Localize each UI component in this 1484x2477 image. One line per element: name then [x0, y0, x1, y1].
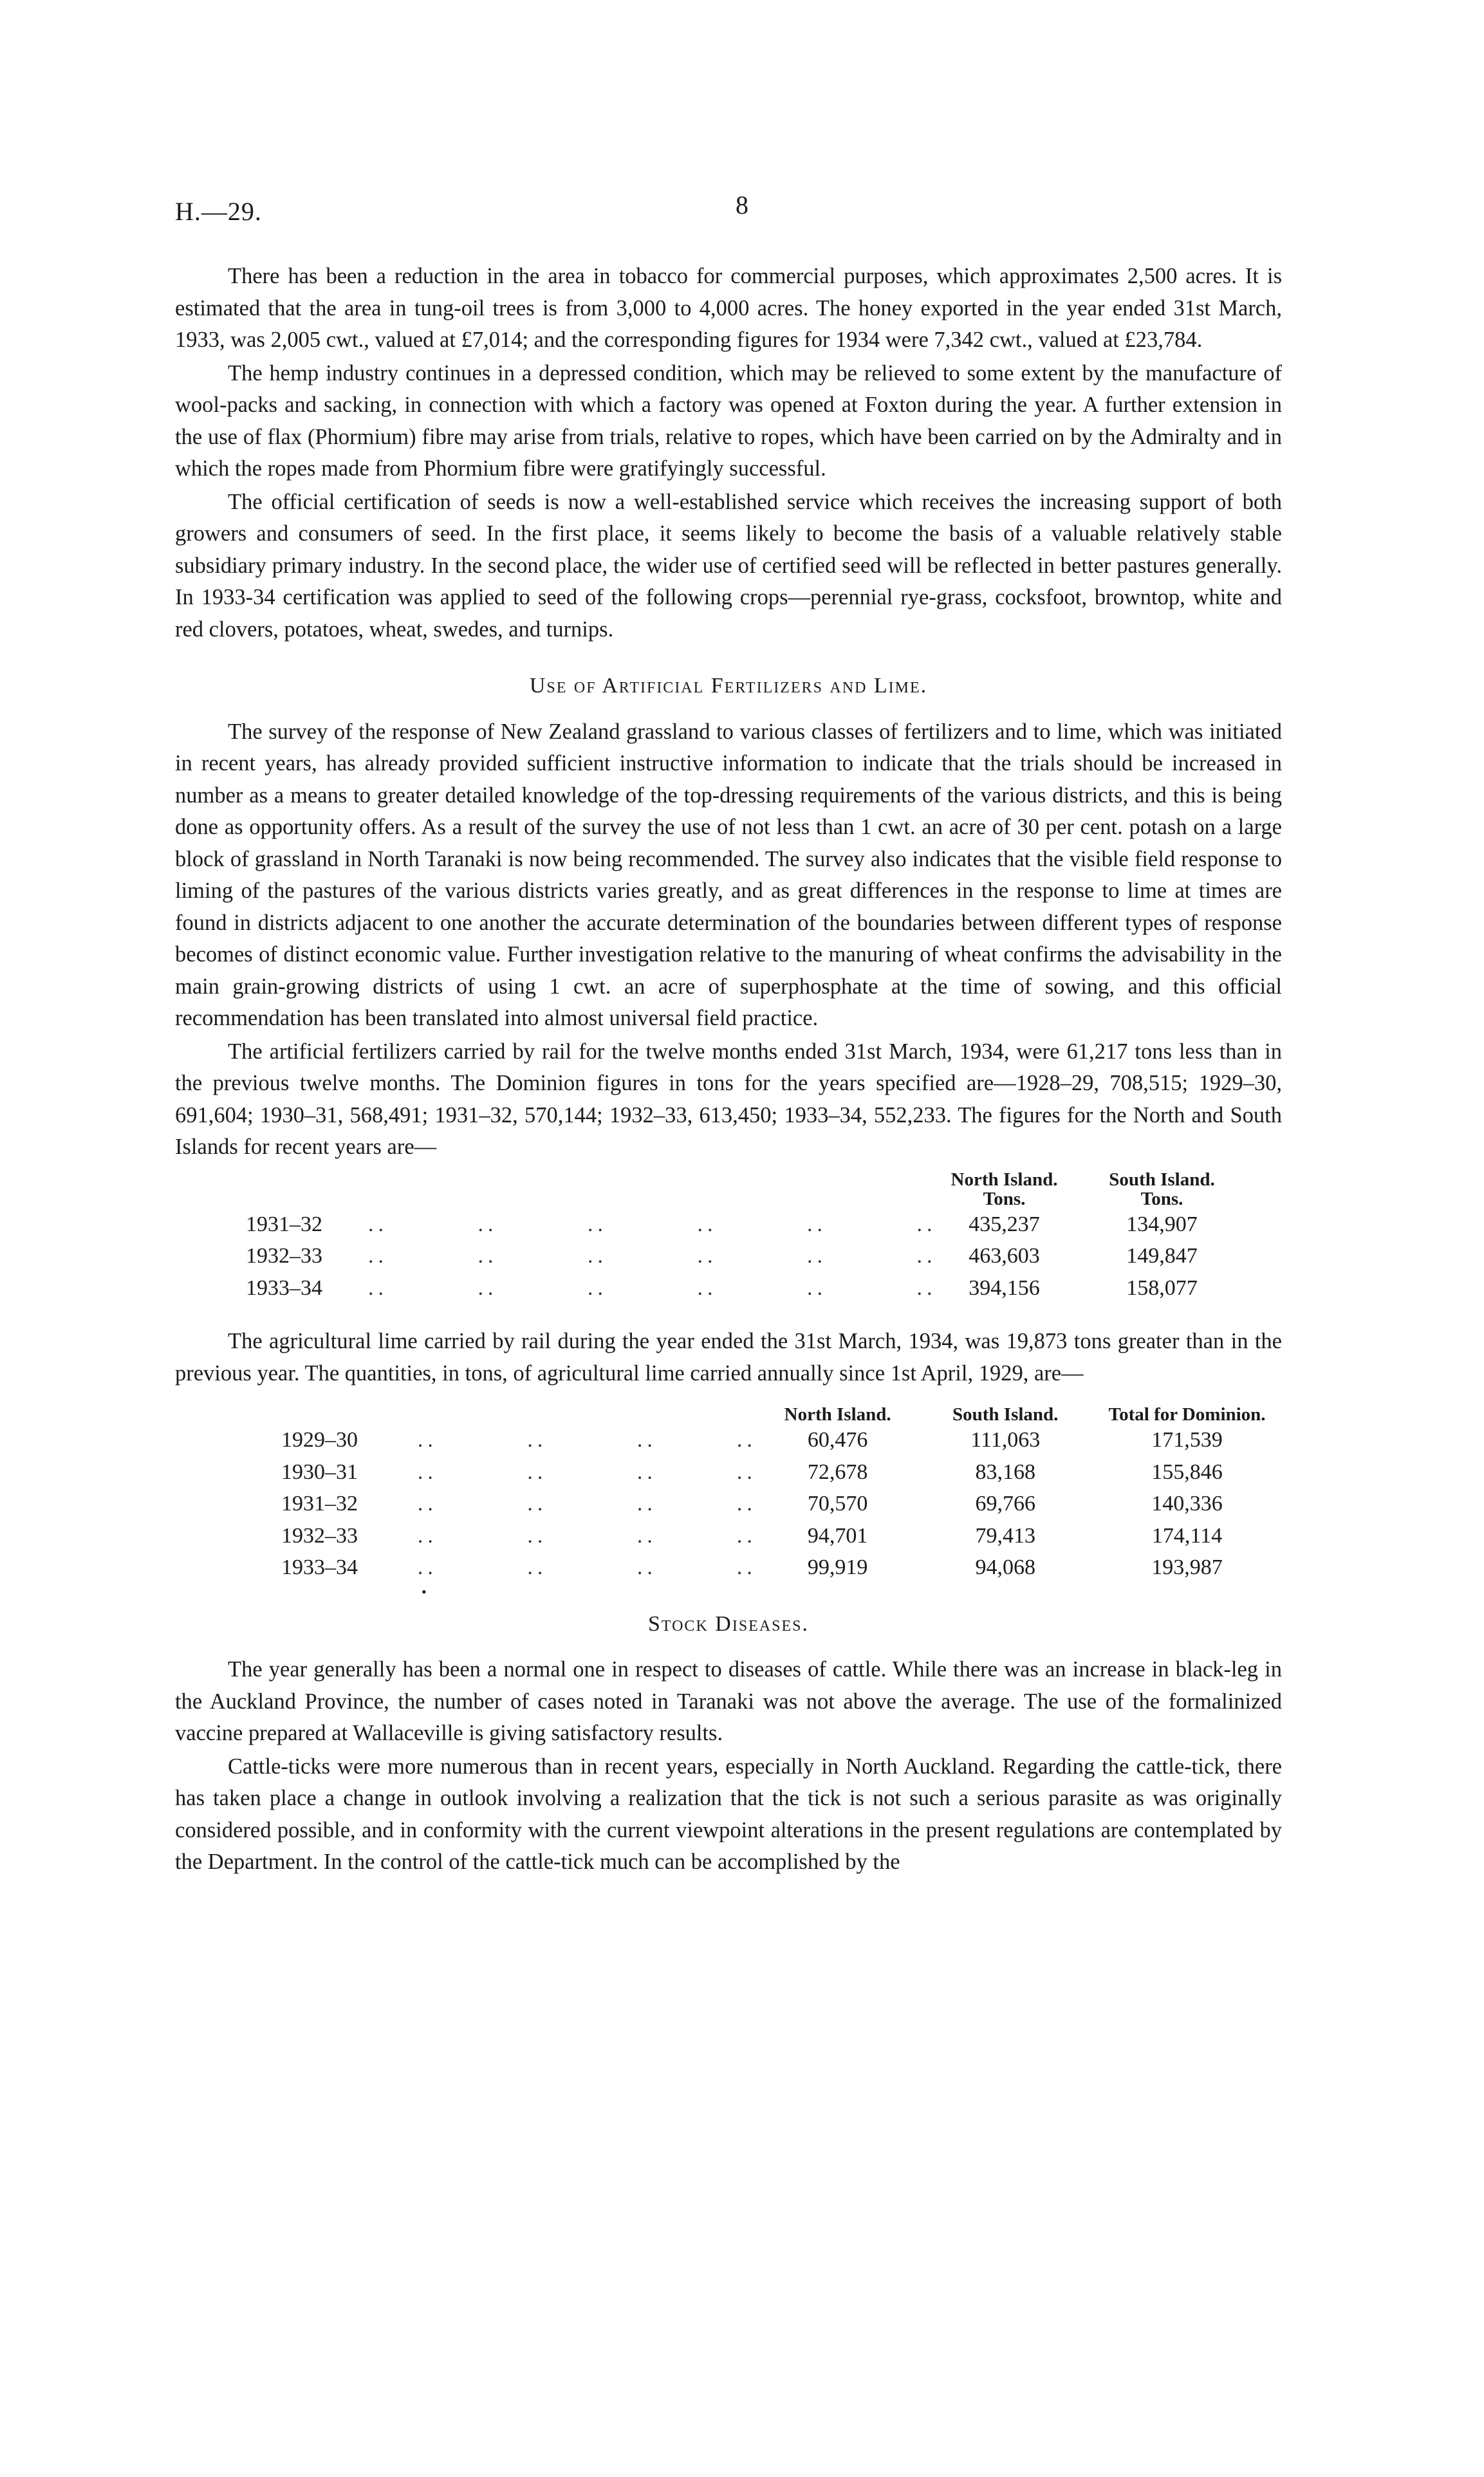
lime-table: [281, 1392, 1282, 1584]
stray-mark: •: [422, 1584, 427, 1600]
fertilizer-table: [246, 1166, 1252, 1304]
document-code: H.—29.: [175, 197, 262, 226]
table-row: 1929–30 .. .. .. .. 60,476 111,063 171,539: [281, 1428, 1223, 1452]
paragraph-fertilizer-rail: The artificial fertilizers carried by rail for the twelve months ended 31st March, 1934, were 61,217 tons less than in the previous twelve months. The Dominion figures in tons for the years specified are—1928–29, 708,515; 1929–30, 691,604; 1930–31, 568,491; 1931–32, 570,144; 1932–33, 613,450; 1933–34, 552,233. The figures for the North and South Islands for recent years are—: [175, 1039, 1282, 1159]
table-row: 1931–32 .. .. .. .. .. .. 435,237 134,907: [246, 1212, 1198, 1236]
table-row: 1933–34 .. .. .. .. 99,919 94,068 193,987: [281, 1555, 1223, 1579]
paragraph-hemp: The hemp industry continues in a depressed condition, which may be relieved to some extent by the manufacture of wool-packs and sacking, in connection with which a factory was opened at Foxton during the year. A further extension in the use of flax (Phormium) fibre may arise from trials, relative to ropes, which have been carried on by the Admiralty and in which the ropes made from Phormium fibre were gratifyingly successful.: [175, 360, 1282, 481]
paragraph-cattle-diseases: The year generally has been a normal one in respect to diseases of cattle. While there was an increase in black-leg in the Auckland Province, the number of cases noted in Taranaki was not above the average. The use of the formalinized vaccine prepared at Wallaceville is giving satisfactory results.: [175, 1657, 1282, 1745]
table-row: 1931–32 .. .. .. .. 70,570 69,766 140,336: [281, 1492, 1223, 1516]
table-row: 1932–33 .. .. .. .. 94,701 79,413 174,114: [281, 1523, 1223, 1548]
lime-table-header: [281, 1392, 1282, 1424]
col-north-island: North Island. Tons.: [951, 1169, 1058, 1209]
col-south-island: South Island. Tons.: [1109, 1169, 1215, 1209]
fertilizer-table-header: [246, 1166, 1252, 1209]
heading-fertilizers: Use of Artificial Fertilizers and Lime.: [529, 674, 928, 698]
table-row: 1933–34 .. .. .. .. .. .. 394,156 158,077: [246, 1276, 1198, 1300]
page-body: [175, 261, 1282, 1880]
paragraph-fertilizer-survey: The survey of the response of New Zealand grassland to various classes of fertilizers and to lime, which was initiated in recent years, has already provided sufficient instructive information to indicate that the trials should be increased in number as a means to greater detailed knowledge of the top-dressing requirements of the various districts, and this is being done as opportunity offers. As a result of the survey the use of not less than 1 cwt. an acre of 30 per cent. potash on a large block of grassland in North Taranaki is now being recommended. The survey also indicates that the visible field response to liming of the pastures of the various districts varies greatly, and as great differences in the response to lime at times are found in districts adjacent to one another the accurate determination of the boundaries between different types of response becomes of distinct economic value. Further investigation relative to the manuring of wheat confirms the advisability in the main grain-growing districts of using 1 cwt. an acre of superphosphate at the time of sowing, and this official recommendation has been translated into almost universal field practice.: [175, 719, 1282, 1030]
paragraph-lime: The agricultural lime carried by rail during the year ended the 31st March, 1934, was 19,873 tons greater than in the previous year. The quantities, in tons, of agricultural lime carried annually since 1st April, 1929, are—: [175, 1329, 1282, 1386]
lime-table-wrap: [175, 1392, 1282, 1600]
paragraph-tobacco: There has been a reduction in the area in tobacco for commercial purposes, which approximates 2,500 acres. It is estimated that the area in tung-oil trees is from 3,000 to 4,000 acres. The honey exported in the year ended 31st March, 1933, was 2,005 cwt., valued at £7,014; and the corresponding figures for 1934 were 7,342 cwt., valued at £23,784.: [175, 264, 1282, 352]
page-number: 8: [736, 190, 748, 219]
col-south-island: South Island.: [952, 1404, 1059, 1425]
col-total-dominion: Total for Dominion.: [1108, 1404, 1266, 1425]
table-row: 1932–33 .. .. .. .. .. .. 463,603 149,847: [246, 1244, 1198, 1268]
fertilizer-table-wrap: [175, 1166, 1282, 1304]
heading-stock-diseases: Stock Diseases.: [647, 1611, 810, 1636]
col-north-island: North Island.: [784, 1404, 891, 1425]
table-row: 1930–31 .. .. .. .. 72,678 83,168 155,846: [281, 1460, 1223, 1484]
page-header: [175, 190, 1309, 241]
paragraph-cattle-ticks: Cattle-ticks were more numerous than in recent years, especially in North Auckland. Regarding the cattle-tick, there has taken place a change in outlook involving a realization that the tick is not such a serious parasite as was originally considered possible, and in conformity with the current viewpoint alterations in the present regulations are contemplated by the Department. In the control of the cattle-tick much can be accomplished by the: [175, 1754, 1282, 1874]
paragraph-seeds: The official certification of seeds is now a well-established service which receives the increasing support of both growers and consumers of seed. In the first place, it seems likely to become the basis of a valuable relatively stable subsidiary primary industry. In the second place, the wider use of certified seed will be reflected in better pastures generally. In 1933-34 certification was applied to seed of the following crops—perennial rye-grass, cocksfoot, browntop, white and red clovers, potatoes, wheat, swedes, and turnips.: [175, 489, 1282, 642]
